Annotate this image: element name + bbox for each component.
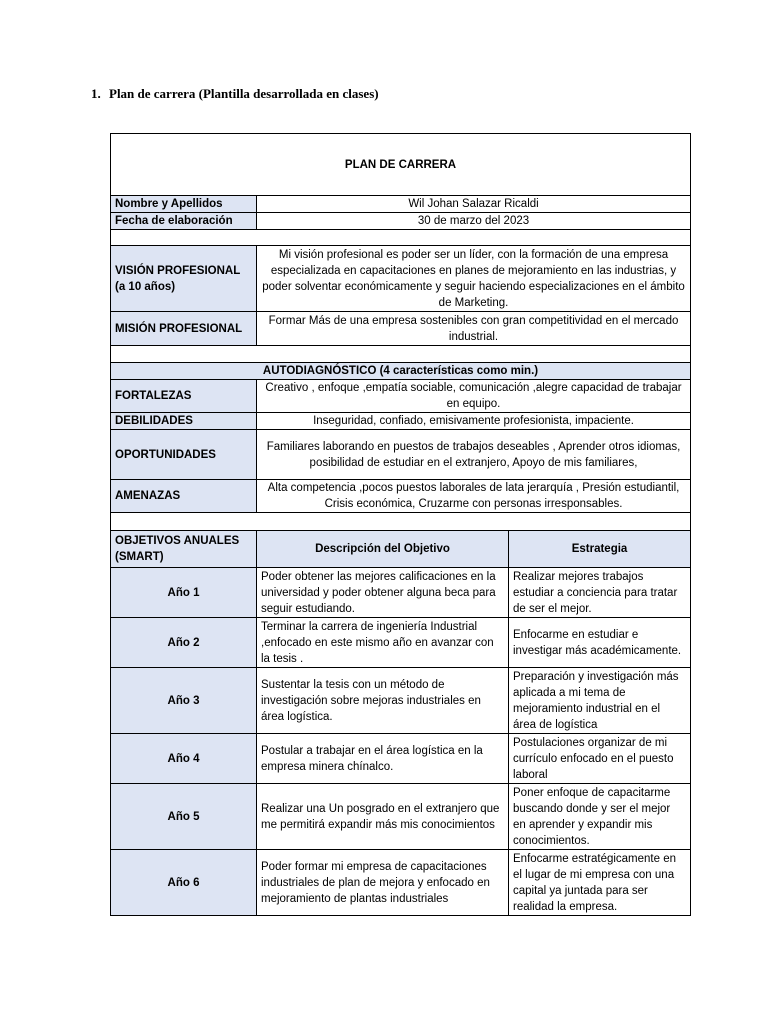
objectives-header-strategy: Estrategia (509, 531, 691, 568)
section-title: Plan de carrera (Plantilla desarrollada en clases) (109, 86, 379, 101)
table-title: PLAN DE CARRERA (111, 134, 691, 196)
weaknesses-value: Inseguridad, confiado, emisivamente profesionista, impaciente. (257, 413, 691, 430)
name-value: Wil Johan Salazar Ricaldi (257, 196, 691, 213)
year-description: Postular a trabajar en el área logística en la empresa minera chínalco. (257, 734, 509, 784)
date-label: Fecha de elaboración (111, 213, 257, 230)
threats-label: AMENAZAS (111, 480, 257, 513)
objectives-header-description: Descripción del Objetivo (257, 531, 509, 568)
year-label: Año 4 (111, 734, 257, 784)
year-label: Año 6 (111, 850, 257, 916)
year-strategy: Realizar mejores trabajos estudiar a conciencia para tratar de ser el mejor. (509, 568, 691, 618)
weaknesses-label: DEBILIDADES (111, 413, 257, 430)
year-label: Año 1 (111, 568, 257, 618)
year-description: Realizar una Un posgrado en el extranjero que me permitirá expandir más mis conocimientos (257, 784, 509, 850)
date-value: 30 de marzo del 2023 (257, 213, 691, 230)
section-heading (91, 86, 379, 102)
opportunities-value: Familiares laborando en puestos de trabajos deseables , Aprender otros idiomas, posibilidad de estudiar en el extranjero, Apoyo de mis familiares, (257, 430, 691, 480)
section-number: 1. (91, 86, 101, 101)
year-label: Año 2 (111, 618, 257, 668)
year-strategy: Enfocarme en estudiar e investigar más académicamente. (509, 618, 691, 668)
year-description: Sustentar la tesis con un método de investigación sobre mejoras industriales en área logística. (257, 668, 509, 734)
vision-label: VISIÓN PROFESIONAL (a 10 años) (111, 246, 257, 312)
spacer-row (111, 230, 691, 246)
vision-value: Mi visión profesional es poder ser un líder, con la formación de una empresa especializada en capacitaciones en planes de mejoramiento en las industrias, y poder solventar económicamente y seguir haciendo especializaciones en el ámbito de Marketing. (257, 246, 691, 312)
year-description: Terminar la carrera de ingeniería Industrial ,enfocado en este mismo año en avanzar con la tesis . (257, 618, 509, 668)
threats-value: Alta competencia ,pocos puestos laborales de lata jerarquía , Presión estudiantil, Crisis económica, Cruzarme con personas irresponsables. (257, 480, 691, 513)
year-description: Poder formar mi empresa de capacitaciones industriales de plan de mejora y enfocado en mejoramiento de plantas industriales (257, 850, 509, 916)
career-plan-table (110, 133, 691, 916)
mission-value: Formar Más de una empresa sostenibles con gran competitividad en el mercado industrial. (257, 312, 691, 346)
strengths-label: FORTALEZAS (111, 380, 257, 413)
objectives-header-label: OBJETIVOS ANUALES (SMART) (111, 531, 257, 568)
opportunities-label: OPORTUNIDADES (111, 430, 257, 480)
spacer-row (111, 346, 691, 363)
strengths-value: Creativo , enfoque ,empatía sociable, comunicación ,alegre capacidad de trabajar en equipo. (257, 380, 691, 413)
year-strategy: Poner enfoque de capacitarme buscando donde y ser el mejor en aprender y expandir mis conocimientos. (509, 784, 691, 850)
name-label: Nombre y Apellidos (111, 196, 257, 213)
year-description: Poder obtener las mejores calificaciones en la universidad y poder obtener alguna beca para seguir estudiando. (257, 568, 509, 618)
year-strategy: Preparación y investigación más aplicada a mi tema de mejoramiento industrial en el área de logística (509, 668, 691, 734)
year-strategy: Postulaciones organizar de mi currículo enfocado en el puesto laboral (509, 734, 691, 784)
year-strategy: Enfocarme estratégicamente en el lugar de mi empresa con una capital ya juntada para ser realidad la empresa. (509, 850, 691, 916)
spacer-row (111, 513, 691, 531)
autodiagnostic-title: AUTODIAGNÓSTICO (4 características como min.) (111, 363, 691, 380)
year-label: Año 3 (111, 668, 257, 734)
year-label: Año 5 (111, 784, 257, 850)
mission-label: MISIÓN PROFESIONAL (111, 312, 257, 346)
